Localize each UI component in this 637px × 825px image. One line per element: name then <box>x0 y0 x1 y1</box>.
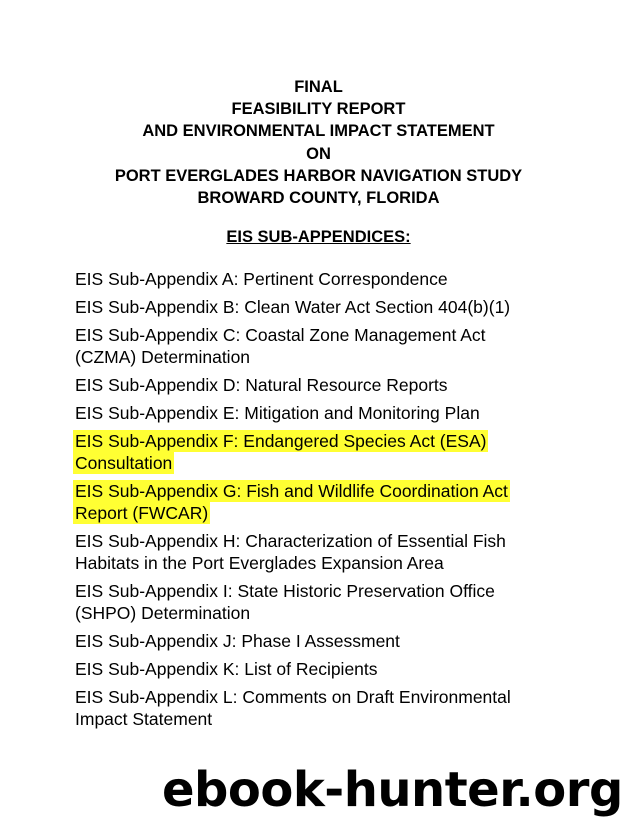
appendix-entry-line <box>75 296 512 318</box>
watermark-text: ebook-hunter.org <box>162 762 623 818</box>
appendix-entry-line <box>75 630 402 652</box>
title-line: AND ENVIRONMENTAL IMPACT STATEMENT <box>142 122 495 141</box>
appendix-entry-text: EIS Sub-Appendix E: Mitigation and Monitoring Plan <box>75 403 480 423</box>
title-line: FINAL <box>294 78 343 96</box>
appendix-entry-line <box>75 602 497 624</box>
appendix-entry-line <box>75 268 450 290</box>
appendix-entry-line <box>75 686 513 708</box>
appendix-entry-text: Habitats in the Port Everglades Expansion Area <box>75 553 444 573</box>
appendix-entry <box>75 480 510 524</box>
appendix-entry-line <box>75 430 488 452</box>
appendix-entry-text: Impact Statement <box>75 709 213 729</box>
highlighted-appendix-text: Consultation <box>75 453 173 473</box>
appendix-entry <box>75 402 482 424</box>
appendix-entry-line <box>75 708 513 730</box>
title-line: BROWARD COUNTY, FLORIDA <box>197 189 440 208</box>
appendix-entry-line <box>75 552 508 574</box>
appendix-entry-line <box>75 658 380 680</box>
appendix-entry-line <box>75 324 488 346</box>
appendix-entry-line <box>75 580 497 602</box>
appendix-entry <box>75 374 450 396</box>
appendix-entry-text: (SHPO) Determination <box>75 603 251 623</box>
appendix-entry <box>75 268 450 290</box>
appendix-entry <box>75 530 508 574</box>
appendix-entry-text: EIS Sub-Appendix A: Pertinent Correspondence <box>75 269 448 289</box>
title-line: PORT EVERGLADES HARBOR NAVIGATION STUDY <box>114 166 523 185</box>
highlighted-appendix-text: Report (FWCAR) <box>75 503 209 523</box>
document-title <box>0 76 637 209</box>
appendix-entry-line <box>75 374 450 396</box>
appendix-entry-text: EIS Sub-Appendix I: State Historic Preservation Office <box>75 581 495 601</box>
appendix-entry-line <box>75 502 510 524</box>
appendix-entry-text: EIS Sub-Appendix L: Comments on Draft Environmental <box>75 687 511 707</box>
appendix-entry <box>75 580 497 624</box>
appendix-entry <box>75 686 513 730</box>
appendix-entry-text: EIS Sub-Appendix H: Characterization of Essential Fish <box>75 531 506 551</box>
appendix-entry <box>75 324 488 368</box>
appendix-entry <box>75 658 380 680</box>
appendix-entry-text: EIS Sub-Appendix D: Natural Resource Reports <box>75 375 448 395</box>
appendix-entry-text: (CZMA) Determination <box>75 347 251 367</box>
appendix-entry-line <box>75 480 510 502</box>
appendix-entry <box>75 430 488 474</box>
appendix-entry-text: EIS Sub-Appendix K: List of Recipients <box>75 659 378 679</box>
appendix-entry-text: EIS Sub-Appendix J: Phase I Assessment <box>75 631 400 651</box>
appendix-entry <box>75 630 402 652</box>
title-line: ON <box>306 144 331 163</box>
section-heading: EIS SUB-APPENDICES: <box>226 228 411 246</box>
appendix-entry-text: EIS Sub-Appendix C: Coastal Zone Management Act <box>75 325 486 345</box>
appendix-entry-text: EIS Sub-Appendix B: Clean Water Act Section 404(b)(1) <box>75 297 511 317</box>
highlighted-appendix-text: EIS Sub-Appendix F: Endangered Species Act (ESA) <box>75 431 487 451</box>
appendix-entry-line <box>75 452 488 474</box>
appendix-entry-line <box>75 530 508 552</box>
title-line: FEASIBILITY REPORT <box>231 100 406 119</box>
appendix-entry-line <box>75 402 482 424</box>
appendix-entry <box>75 296 512 318</box>
appendix-entry-line <box>75 346 488 368</box>
highlighted-appendix-text: EIS Sub-Appendix G: Fish and Wildlife Coordination Act <box>75 481 508 501</box>
